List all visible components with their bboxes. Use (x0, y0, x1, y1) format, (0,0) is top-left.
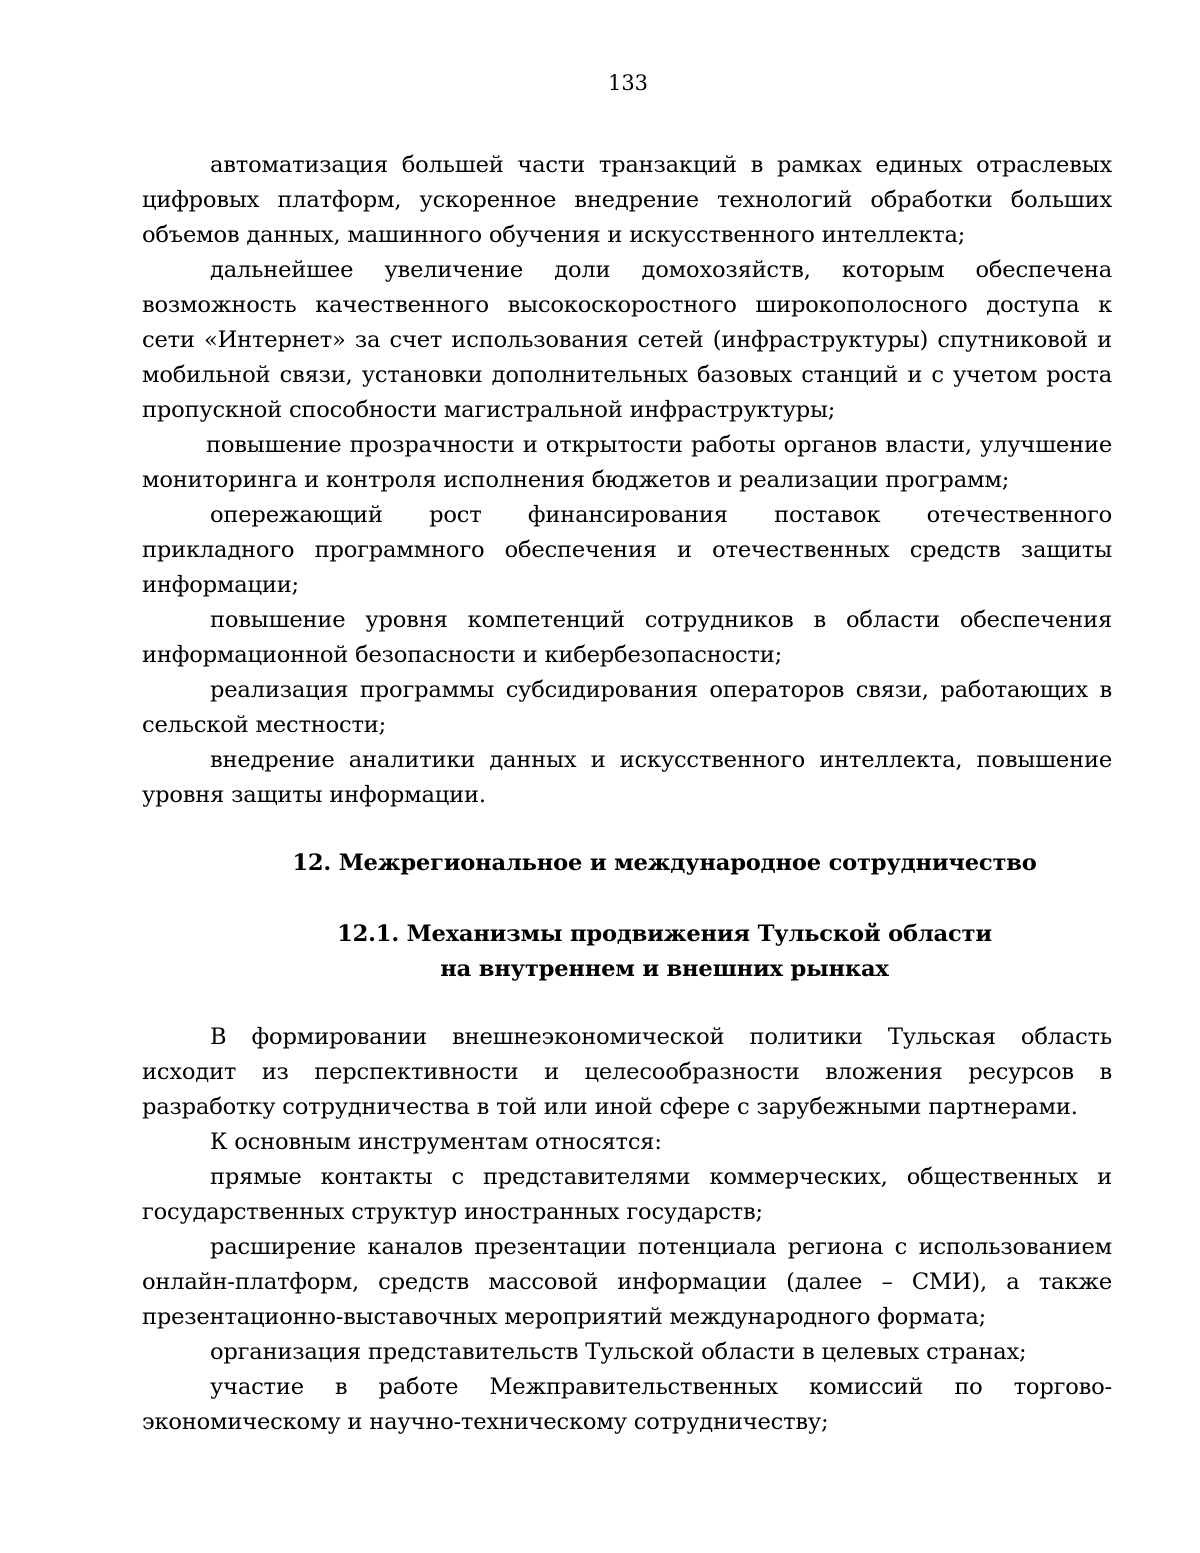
paragraph-instruments-intro: К основным инструментам относятся: (210, 1129, 662, 1155)
subsection-heading-line-2: на внутреннем и внешних рынках (440, 956, 889, 982)
section-heading: 12. Межрегиональное и международное сотрудничество (292, 850, 1037, 876)
subsection-heading-line-1: 12.1. Механизмы продвижения Тульской области (337, 921, 992, 947)
paragraph-foreign-policy: В формировании внешнеэкономической политики Тульская область исходит из перспективности и целесообразности вложения ресурсов в разработку сотрудничества в той или иной сфере с зарубежными партнерами. (142, 1024, 1112, 1120)
paragraph-intergovernmental-commissions: участие в работе Межправительственных комиссий по торгово-экономическому и научно-техническому сотрудничеству; (142, 1374, 1112, 1435)
page-number: 133 (607, 71, 649, 95)
subsection-heading (142, 917, 1112, 987)
paragraph-broadband-access: дальнейшее увеличение доли домохозяйств, которым обеспечена возможность качественного высокоскоростного широкополосного доступа к сети «Интернет» за счет использования сетей (инфраструктуры) спутниковой и мобильной связи, установки дополнительных базовых станций и с учетом роста пропускной способности магистральной инфраструктуры; (142, 257, 1112, 423)
paragraph-software-funding: опережающий рост финансирования поставок отечественного прикладного программного обеспечения и отечественных средств защиты информации; (142, 502, 1112, 598)
paragraph-staff-competence: повышение уровня компетенций сотрудников в области обеспечения информационной безопасности и кибербезопасности; (142, 607, 1112, 668)
paragraph-direct-contacts: прямые контакты с представителями коммерческих, общественных и государственных структур иностранных государств; (142, 1164, 1112, 1225)
document-body (142, 148, 1112, 1440)
paragraph-operator-subsidies: реализация программы субсидирования операторов связи, работающих в сельской местности; (142, 677, 1112, 738)
paragraph-transparency: повышение прозрачности и открытости работы органов власти, улучшение мониторинга и контроля исполнения бюджетов и реализации программ; (142, 432, 1112, 493)
paragraph-representative-offices: организация представительств Тульской области в целевых странах; (210, 1339, 1027, 1365)
paragraph-presentation-channels: расширение каналов презентации потенциала региона с использованием онлайн-платформ, средств массовой информации (далее – СМИ), а также презентационно-выставочных мероприятий международного формата; (142, 1234, 1112, 1330)
paragraph-automation: автоматизация большей части транзакций в рамках единых отраслевых цифровых платформ, ускоренное внедрение технологий обработки больших объемов данных, машинного обучения и искусственного интеллекта; (142, 152, 1112, 248)
paragraph-data-analytics: внедрение аналитики данных и искусственного интеллекта, повышение уровня защиты информации. (142, 747, 1112, 808)
